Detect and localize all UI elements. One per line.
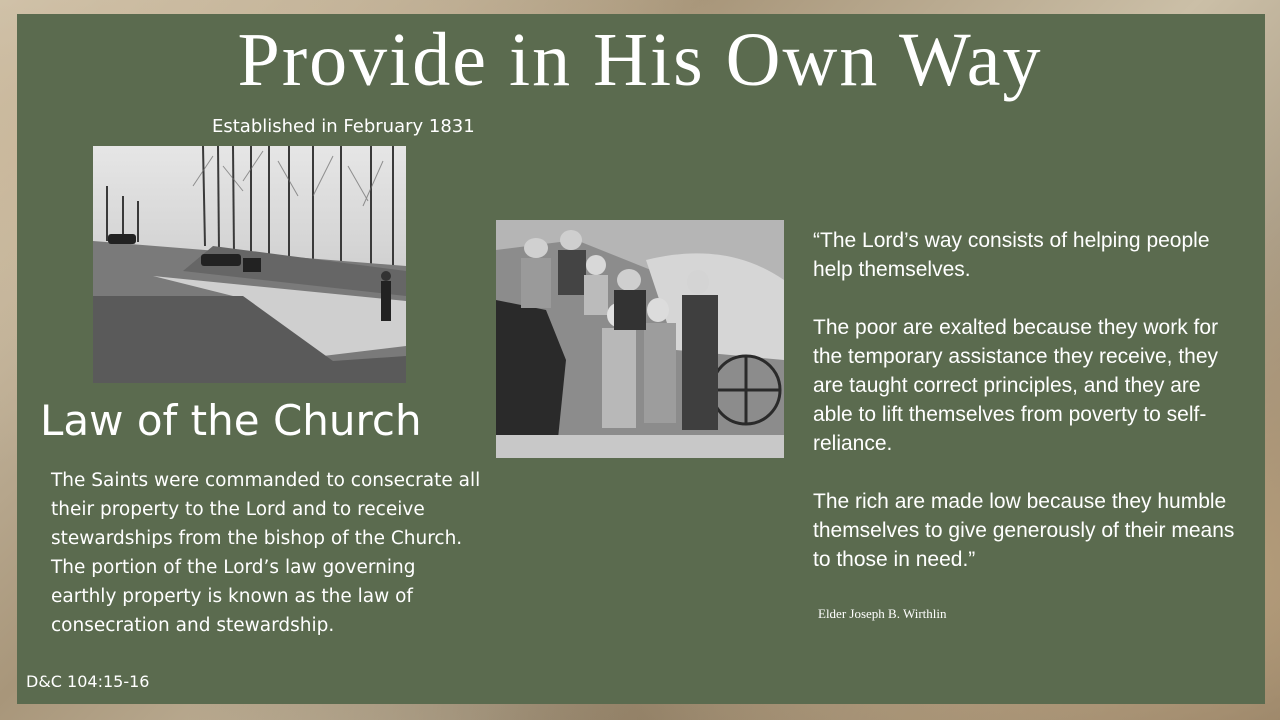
law-description: The Saints were commanded to consecrate all their property to the Lord and to receive stewardships from the bishop of the Church. The portion of the Lord’s law governing earthly property is known as the law of consecration and stewardship. (51, 470, 481, 636)
law-heading: Law of the Church (40, 396, 422, 445)
established-date: Established in February 1831 (212, 116, 475, 137)
quote-attribution: Elder Joseph B. Wirthlin (818, 606, 947, 621)
wirthlin-quote (813, 226, 1238, 574)
quote-paragraph: The poor are exalted because they work for the temporary assistance they receive, they are taught correct principles, and they are able to lift themselves from poverty to self-reliance. (813, 316, 1219, 455)
quote-paragraph: “The Lord’s way consists of helping people help themselves. (813, 229, 1210, 281)
scripture-reference: D&C 104:15-16 (26, 672, 150, 691)
quote-paragraph: The rich are made low because they humble themselves to give generously of their means to those in need.” (813, 490, 1235, 571)
canal-workers-photo (93, 146, 406, 383)
pioneer-family-photo (496, 220, 784, 458)
slide-title: Provide in His Own Way (237, 18, 1043, 102)
